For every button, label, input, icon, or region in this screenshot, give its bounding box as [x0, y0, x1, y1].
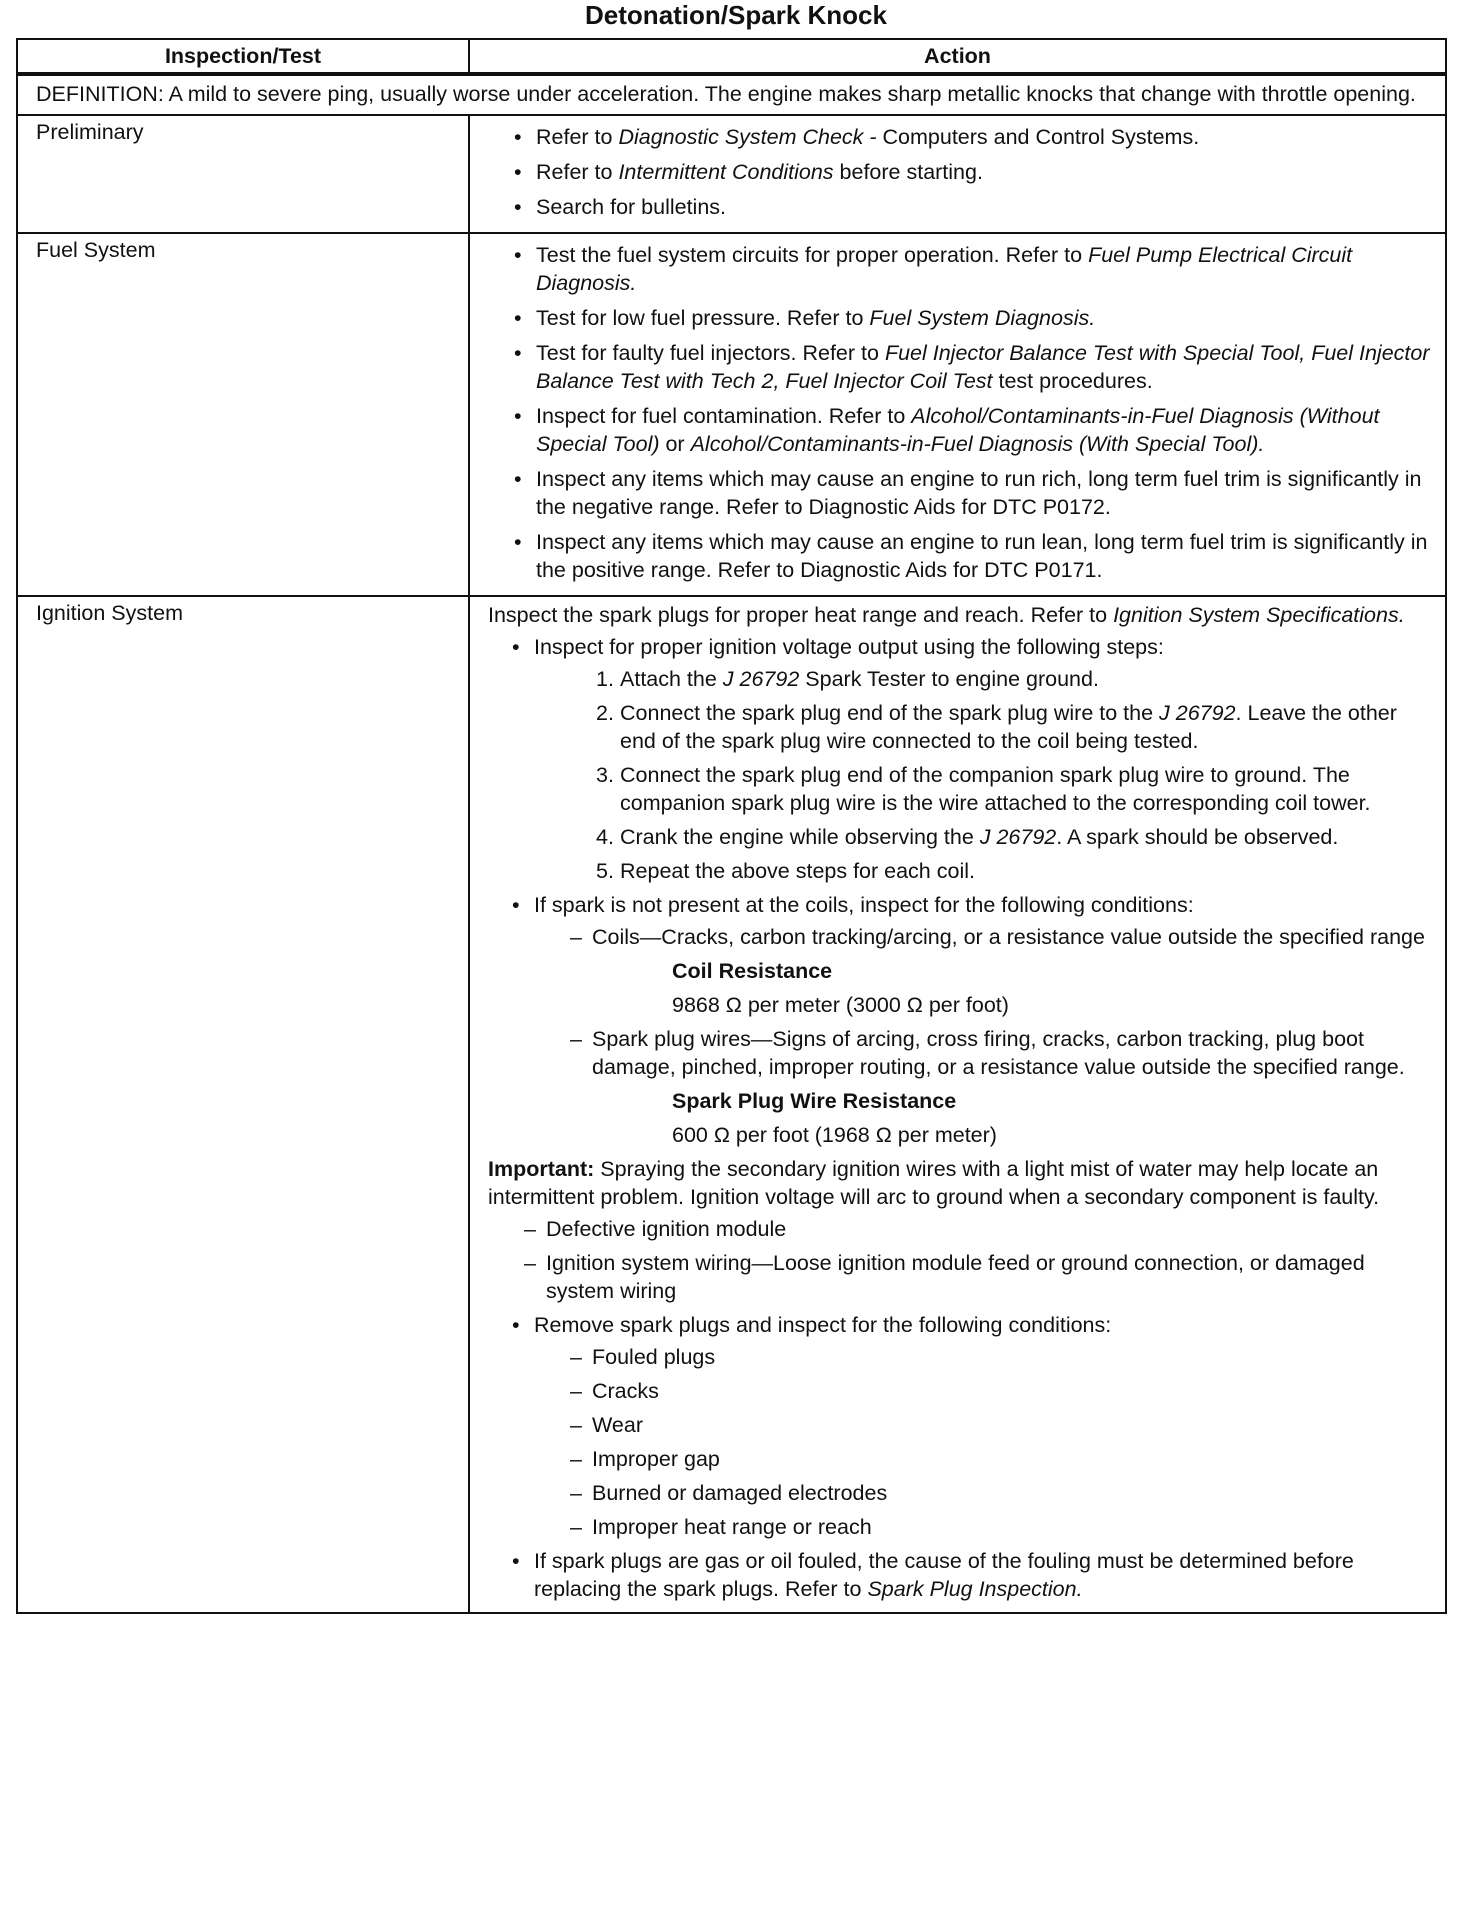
step-item: 1. Attach the J 26792 Spark Tester to engine ground.	[596, 667, 1099, 691]
dash-item: – Cracks	[570, 1377, 1431, 1405]
list-item: • Inspect for proper ignition voltage output using the following steps: 1. Attach the J 26792 Spark Tester to engine ground. 2. Connect the spark plug end of the spark plug wire to the J 26792. Leave the other end of the spark plug wire connected to the coil being tested. 3. Connect the spark plug end of the companion spark plug wire to ground. The companion spark plug wire is the wire attached to the corresponding coil tower. 4. Crank the engine while observing the J 26792. A spark should be observed. 5. Repeat the above steps for each coil.	[488, 633, 1431, 885]
list-item: • If spark is not present at the coils, inspect for the following conditions: – Coils—Cracks, carbon tracking/arcing, or a resistance value outside the specified range Coil Resistance 9868 Ω per meter (3000 Ω per foot) – Spark plug wires—Signs of arcing, cross firing, cracks, carbon tracking, plug boot damage, pinched, improper routing, or a resistance value outside the specified range. Spark Plug Wire Resistance 600 Ω per foot (1968 Ω per meter)	[488, 891, 1431, 1149]
list-item: • Refer to Diagnostic System Check - Computers and Control Systems.	[488, 123, 1431, 151]
step-item: 5. Repeat the above steps for each coil.	[596, 859, 975, 883]
dash-item: – Spark plug wires—Signs of arcing, cross firing, cracks, carbon tracking, plug boot damage, pinched, improper routing, or a resistance value outside the specified range.	[570, 1025, 1431, 1081]
dash-item: – Burned or damaged electrodes	[570, 1479, 1431, 1507]
diagnosis-table	[16, 38, 1447, 1614]
definition-row	[17, 74, 1446, 115]
list-item: • Test for faulty fuel injectors. Refer to Fuel Injector Balance Test with Special Tool, Fuel Injector Balance Test with Tech 2, Fuel Injector Coil Test test procedures.	[488, 339, 1431, 395]
row-label: Preliminary	[17, 115, 469, 233]
table-row-ignition-system	[17, 596, 1446, 1613]
list-item: • Inspect any items which may cause an engine to run rich, long term fuel trim is significantly in the negative range. Refer to Diagnostic Aids for DTC P0172.	[488, 465, 1431, 521]
list-item: • Test the fuel system circuits for proper operation. Refer to Fuel Pump Electrical Circuit Diagnosis.	[488, 241, 1431, 297]
page-title: Detonation/Spark Knock	[585, 0, 887, 30]
coil-resistance-value: 9868 Ω per meter (3000 Ω per foot)	[672, 993, 1009, 1017]
list-item: • Inspect any items which may cause an engine to run lean, long term fuel trim is significantly in the positive range. Refer to Diagnostic Aids for DTC P0171.	[488, 528, 1431, 584]
dash-item: – Wear	[570, 1411, 1431, 1439]
row-label: Ignition System	[17, 596, 469, 1613]
action-cell	[469, 115, 1446, 233]
action-cell	[469, 596, 1446, 1613]
list-item: • Search for bulletins.	[488, 193, 1431, 221]
coil-resistance-spec	[672, 957, 1431, 1019]
step-item: 2. Connect the spark plug end of the spark plug wire to the J 26792. Leave the other end of the spark plug wire connected to the coil being tested.	[596, 701, 1397, 753]
dash-item: – Coils—Cracks, carbon tracking/arcing, or a resistance value outside the specified range	[570, 923, 1431, 951]
dash-item: – Fouled plugs	[570, 1343, 1431, 1371]
ignition-intro: Inspect the spark plugs for proper heat range and reach. Refer to Ignition System Specifications.	[488, 603, 1405, 627]
header-row	[17, 39, 1446, 74]
voltage-steps	[534, 665, 1431, 885]
table-row-preliminary	[17, 115, 1446, 233]
important-note: Important: Spraying the secondary ignition wires with a light mist of water may help locate an intermittent problem. Ignition voltage will arc to ground when a secondary component is faulty.	[488, 1157, 1380, 1209]
table-row-fuel-system	[17, 233, 1446, 596]
wire-resistance-spec	[672, 1087, 1431, 1149]
dash-item: – Improper gap	[570, 1445, 1431, 1473]
list-item: • Test for low fuel pressure. Refer to Fuel System Diagnosis.	[488, 304, 1431, 332]
list-item: • Refer to Intermittent Conditions before starting.	[488, 158, 1431, 186]
coil-resistance-heading: Coil Resistance	[672, 959, 833, 983]
column-header-action: Action	[469, 39, 1446, 74]
list-item: • Remove spark plugs and inspect for the following conditions: – Fouled plugs – Cracks – Wear – Improper gap – Burned or damaged electrodes – Improper heat range or reach	[488, 1311, 1431, 1541]
definition-text: DEFINITION: A mild to severe ping, usually worse under acceleration. The engine makes sharp metallic knocks that change with throttle opening.	[17, 74, 1446, 115]
dash-item: – Ignition system wiring—Loose ignition module feed or ground connection, or damaged system wiring	[524, 1249, 1431, 1305]
dash-item: – Defective ignition module	[524, 1215, 1431, 1243]
wire-resistance-heading: Spark Plug Wire Resistance	[672, 1089, 957, 1113]
wire-resistance-value: 600 Ω per foot (1968 Ω per meter)	[672, 1123, 997, 1147]
list-item: • If spark plugs are gas or oil fouled, the cause of the fouling must be determined before replacing the spark plugs. Refer to Spark Plug Inspection.	[488, 1547, 1431, 1603]
step-item: 3. Connect the spark plug end of the companion spark plug wire to ground. The companion spark plug wire is the wire attached to the corresponding coil tower.	[596, 763, 1371, 815]
list-item: • Inspect for fuel contamination. Refer to Alcohol/Contaminants-in-Fuel Diagnosis (Without Special Tool) or Alcohol/Contaminants-in-Fuel Diagnosis (With Special Tool).	[488, 402, 1431, 458]
action-cell	[469, 233, 1446, 596]
dash-item: – Improper heat range or reach	[570, 1513, 1431, 1541]
step-item: 4. Crank the engine while observing the J 26792. A spark should be observed.	[596, 825, 1339, 849]
row-label: Fuel System	[17, 233, 469, 596]
column-header-inspection: Inspection/Test	[17, 39, 469, 74]
